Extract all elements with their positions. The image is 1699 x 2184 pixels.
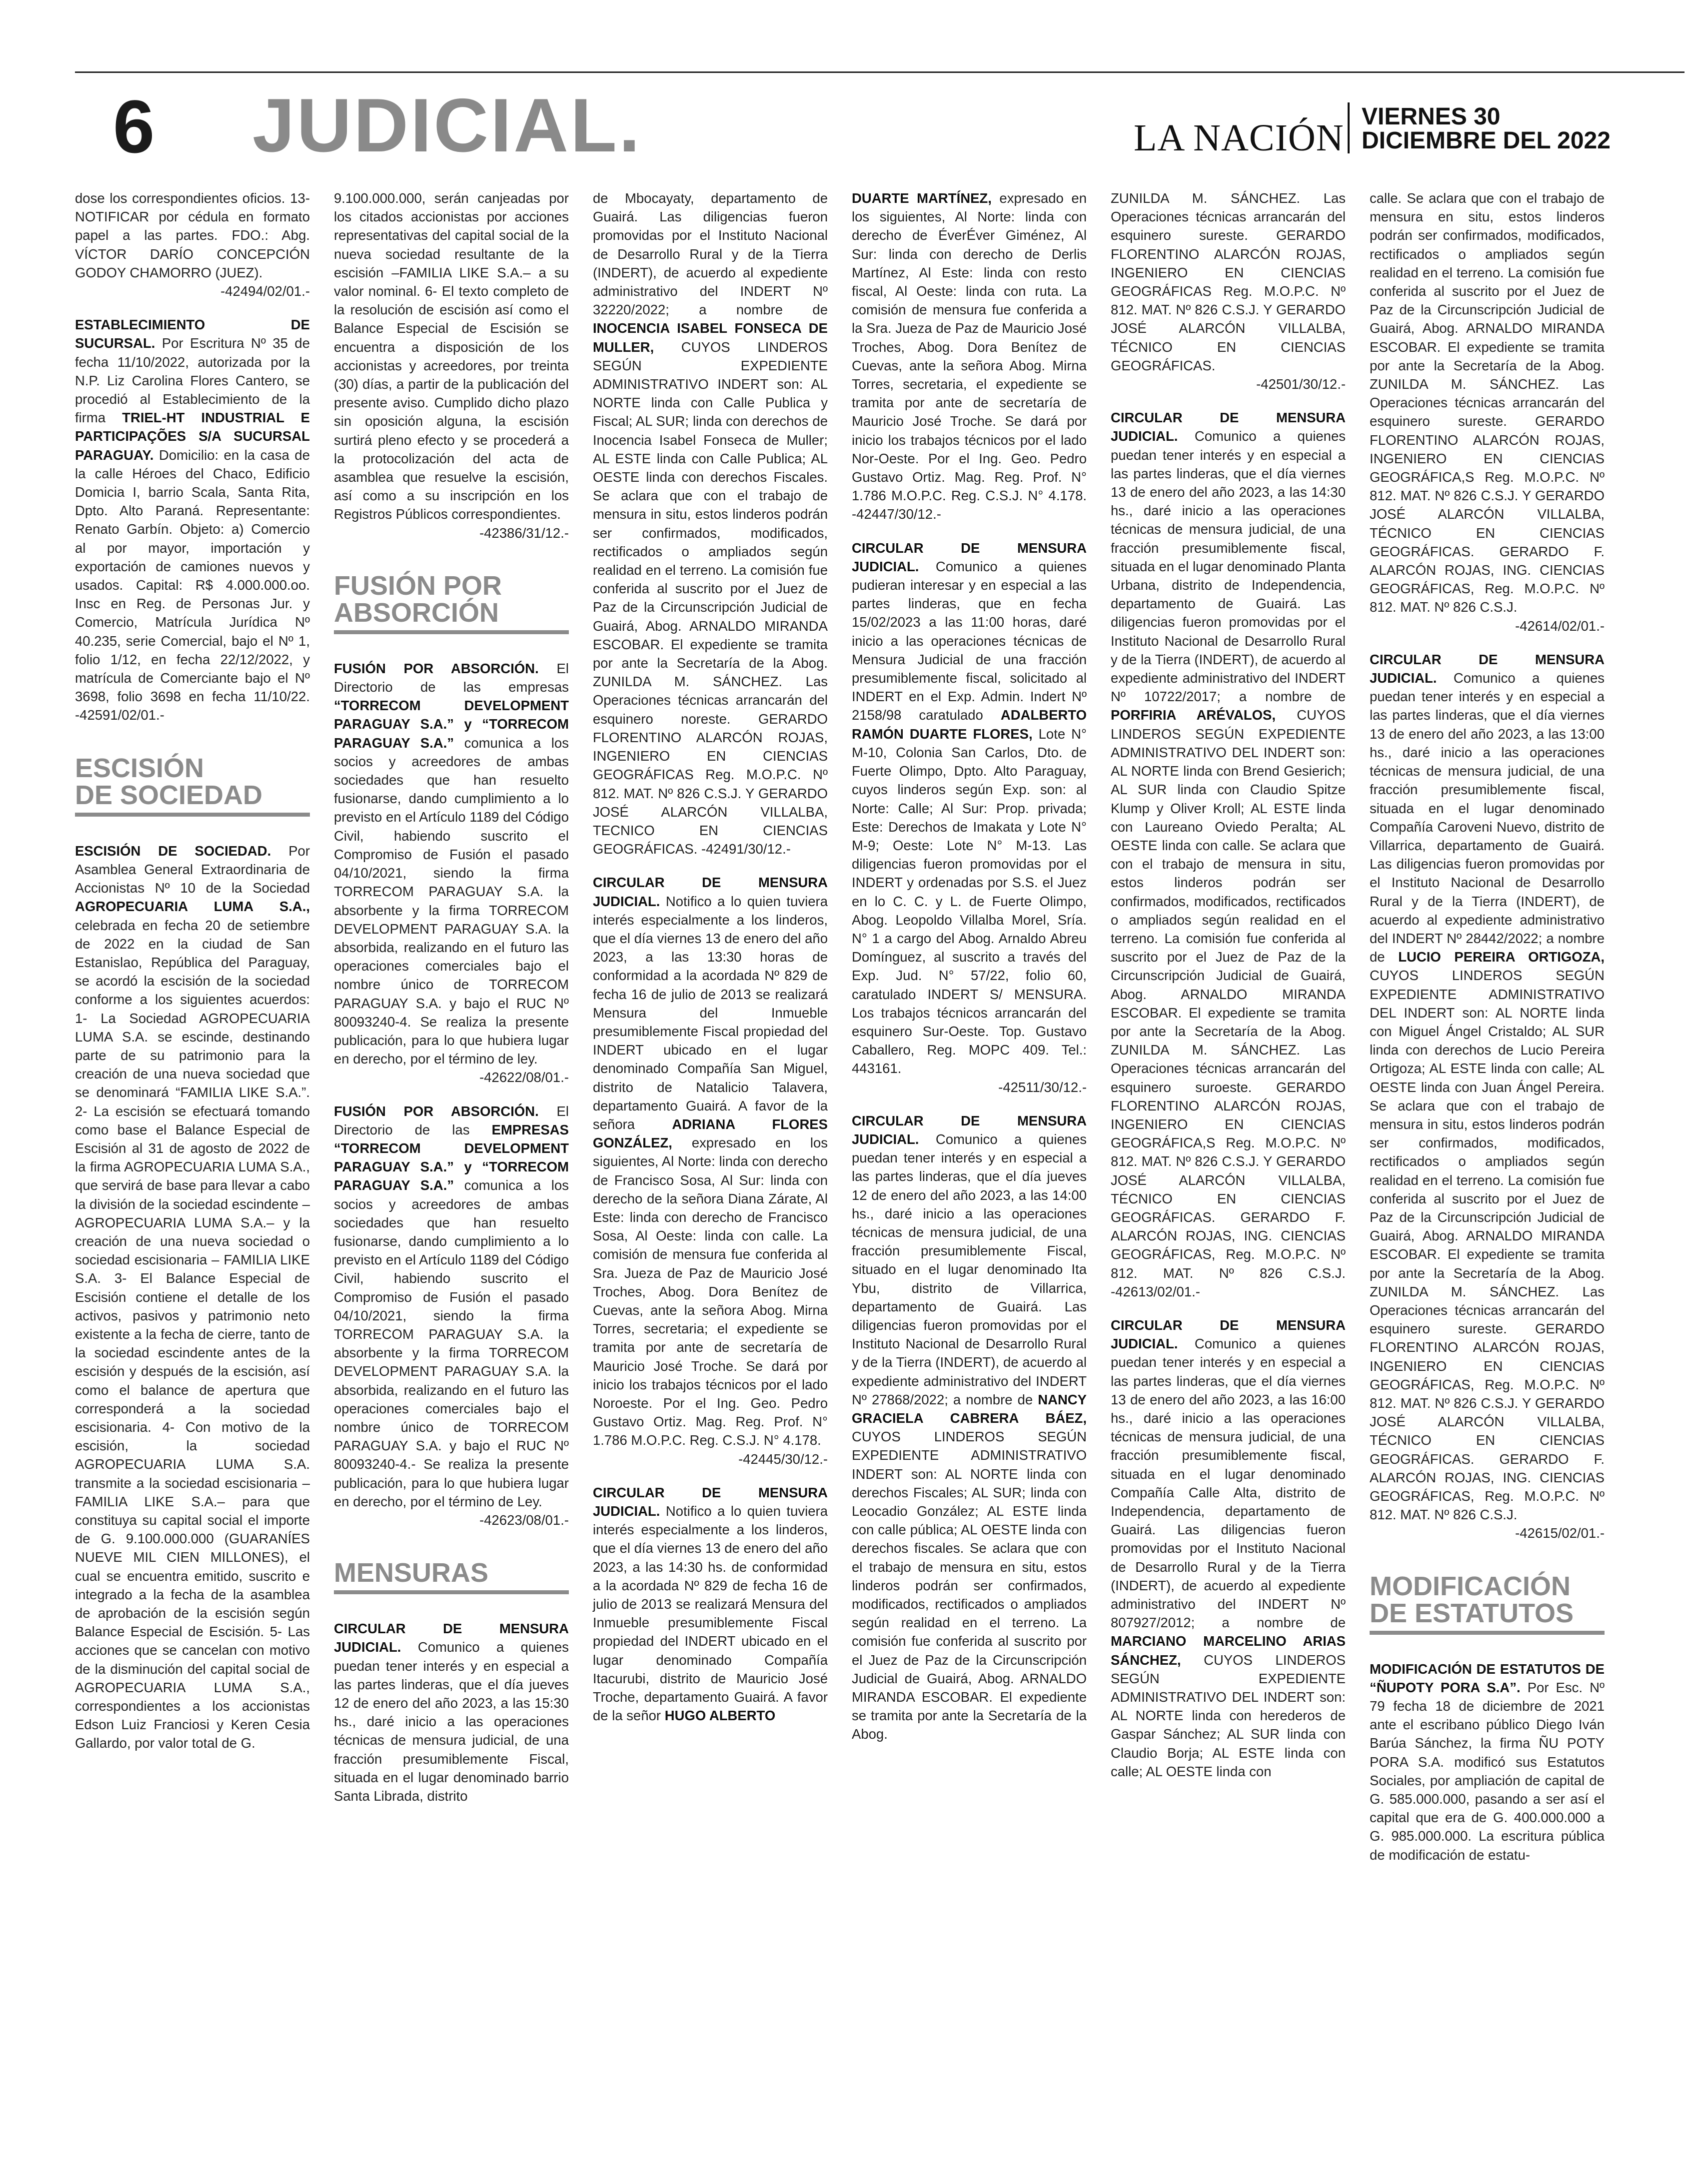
notice-body: Lote N° M-10, Colonia San Carlos, Dto. de Fuerte Olimpo, Dpto. Alto Paraguay, cuyos linderos según Exp. son: al Norte: Calle; Al Sur: Prop. privada; Este: Derechos de Imakata y Lote N° M-9; Oeste: Lote N° M-13. Las diligencias fueron promovidas por el INDERT y ordenadas por S.S. el Juez en lo C. C. y L. de Fuerte Olimpo, Abog. Leopoldo Villalba Morel, Sría. N° 1 a cargo del Abog. Arnaldo Abreu Domínguez, al suscrito a través del Exp. Jud. N° 57/22, folio 60, caratulado INDERT S/ MENSURA. Los trabajos técnicos arrancarán del esquinero Sur-Oeste. Top. Gustavo Caballero, Reg. MOPC 409. Tel.: 443161.	[852, 726, 1087, 1077]
notice-body: El Directorio de las	[334, 1103, 569, 1137]
notice-body: comunica a los socios y acreedores de ambas sociedades que han resuelto fusionarse, dando cumplimiento a lo previsto en el Artículo 1189 del Código Civil, habiendo suscrito el Compromiso de Fusión el pasado 04/10/2021, siendo la firma TORRECOM PARAGUAY S.A. la absorbente y la firma TORRECOM DEVELOPMENT PARAGUAY S.A. la absorbida, realizando en el futuro las operaciones comerciales bajo el nombre único de TORRECOM PARAGUAY S.A. y bajo el RUC Nº 80093240-4.- Se realiza la presente publicación, para lo que hubiera lugar en derecho, por el término de Ley.	[334, 1177, 569, 1509]
notice-body: ZUNILDA M. SÁNCHEZ. Las Operaciones técnicas arrancarán del esquinero sureste. GERARDO FLORENTINO ALARCÓN ROJAS, INGENIERO EN CIENCIAS GEOGRÁFICAS Reg. M.O.P.C. Nº 812. MAT. Nº 826 C.S.J. Y GERARDO JOSÉ ALARCÓN VILLALBA, TÉCNICO EN CIENCIAS GEOGRÁFICAS.	[1111, 190, 1346, 373]
notice-fusion	[334, 1102, 569, 1530]
notice-mensura	[852, 1111, 1087, 1744]
heading-line: MENSURAS	[334, 1558, 489, 1588]
notice-title: FUSIÓN POR ABSORCIÓN.	[334, 660, 539, 676]
notice-body: expresado en los siguientes, Al Norte: linda con derecho de Francisco Sosa, Al Sur: linda con derecho de la señora Diana Zárate, Al Este: linda con derecho de Francisco Sosa, Al Oeste: linda con calle. La comisión de mensura fue conferida al Sra. Jueza de Paz de Mauricio José Troches, Abog. Dora Benítez de Cuevas, ante la señora Abog. Mirna Torres, secretaria; el expediente se tramita por ante de secretaría de Mauricio José Troche. Se dará por inicio los trabajos técnicos por el lado Noroeste. Por el Ing. Geo. Pedro Gustavo Ortiz. Mag. Reg. Prof. N° 1.786 M.O.P.C. Reg. C.S.J. N° 4.178.	[593, 1135, 828, 1448]
notice-title: MODIFICACIÓN DE ESTATUTOS DE “ÑUPOTY PORA S.A”.	[1370, 1661, 1605, 1695]
notice-body: Notifico a lo quien tuviera interés especialmente a los linderos, que el día viernes 13 de enero del año 2023, a las 14:30 hs. de conformidad a la acordada Nº 829 de fecha 16 de julio de 2013 se realizará Mensura del Inmueble presumiblemente Fiscal propiedad del INDERT ubicado en el lugar denominado Compañía Itacurubi, distrito de Mauricio José Troche, departamento Guairá. A favor de la señor	[593, 1503, 828, 1724]
header-divider	[1348, 102, 1350, 153]
notice-title: CIRCULAR DE MENSURA JUDICIAL.	[593, 875, 828, 909]
column-1	[75, 189, 310, 1768]
notice-body: El Directorio de las empresas	[334, 660, 569, 695]
notice-title: FUSIÓN POR ABSORCIÓN.	[334, 1103, 539, 1119]
header-rule	[75, 71, 1685, 73]
notice-body: Comunico a quienes puedan tener interés y en especial a las partes linderas, que el día jueves 12 de enero del año 2023, a las 15:30 hs., daré inicio a las operaciones técnicas de mensura judicial, de una fracción presumiblemente Fiscal, situada en el lugar denominado barrio Santa Librada, distrito	[334, 1639, 569, 1804]
section-heading-fusion	[334, 572, 569, 634]
section-title: JUDICIAL.	[252, 83, 642, 168]
heading-line: MODIFICACIÓN	[1370, 1571, 1571, 1601]
notice-body: Comunico a quienes puedan tener interés y en especial a las partes linderas, que el día viernes 13 de enero del año 2023, a las 13:00 hs., daré inicio a las operaciones técnicas de mensura judicial, de una fracción presumiblemente fiscal, situada en el lugar denominado Compañía Caroveni Nuevo, distrito de Villarrica, departamento de Guairá. Las diligencias fueron promovidas por el Instituto Nacional de Desarrollo Rural y de la Tierra (INDERT), de acuerdo al expediente administrativo del INDERT Nº 28442/2022; a nombre de	[1370, 670, 1605, 965]
heading-bar	[1370, 1631, 1605, 1635]
notice-title: CIRCULAR DE MENSURA JUDICIAL.	[852, 540, 1087, 574]
notice-ref: -42614/02/01.-	[1515, 618, 1605, 634]
notice-title: ESCISIÓN DE SOCIEDAD.	[75, 843, 271, 859]
owner-name: LUCIO PEREIRA ORTIGOZA,	[1398, 949, 1605, 965]
date-weekday: VIERNES 30	[1362, 103, 1501, 130]
notice-ref: -42623/08/01.-	[479, 1512, 569, 1528]
heading-line: ESCISIÓN	[75, 753, 204, 783]
owner-name: DUARTE MARTÍNEZ,	[852, 190, 992, 206]
owner-name: ADRIANA FLORES GONZÁLEZ,	[593, 1116, 828, 1151]
notice-ref: -42622/08/01.-	[479, 1070, 569, 1086]
company-name: AGROPECUARIA LUMA S.A.,	[75, 899, 310, 915]
owner-name: MARCIANO MARCELINO ARIAS SÁNCHEZ,	[1111, 1633, 1346, 1668]
owner-name: ADALBERTO RAMÓN DUARTE FLORES,	[852, 707, 1087, 742]
heading-line: FUSIÓN POR	[334, 570, 502, 601]
company-name: “TORRECOM DEVELOPMENT PARAGUAY S.A.” y “TORRECOM PARAGUAY S.A.”	[334, 698, 569, 751]
notice-body: Comunico a quienes pudieran interesar y en especial a las partes linderas, que en fecha 15/02/2023 a las 11:00 horas, daré inicio a las operaciones técnicas de Mensura Judicial de una fracción presumiblemente fiscal, solicitado al INDERT en el Exp. Admin. Indert Nº 2158/98 caratulado	[852, 558, 1087, 723]
notice-ref: -42494/02/01.-	[220, 283, 310, 299]
notice-ref: -42501/30/12.-	[1256, 376, 1346, 392]
owner-name: HUGO ALBERTO	[664, 1708, 776, 1724]
section-heading-mensuras	[334, 1559, 569, 1594]
notice-mensura	[1111, 408, 1346, 1301]
notice-fusion	[334, 659, 569, 1087]
notice-body: Comunico a quienes puedan tener interés y en especial a las partes linderas, que el día viernes 13 de enero del año 2023, a las 14:30 hs., daré inicio a las operaciones técnicas de mensura judicial, de una fracción presumiblemente fiscal, situada en el lugar denominado Planta Urbana, distrito de Independencia, departamento de Guairá. Las diligencias fueron promovidas por el Instituto Nacional de Desarrollo Rural y de la Tierra (INDERT), de acuerdo al expediente administrativo del INDERT Nº 10722/2017; a nombre de	[1111, 428, 1346, 705]
notice-ref: -42511/30/12.-	[998, 1079, 1087, 1095]
notice-body: Comunico a quienes puedan tener interés y en especial a las partes linderas, que el día viernes 13 de enero del año 2023, a las 16:00 hs., daré inicio a las operaciones técnicas de mensura judicial, de una fracción presumiblemente fiscal, situada en el lugar denominado Compañía Calle Alta, distrito de Independencia, departamento de Guairá. Las diligencias fueron promovidas por el Instituto Nacional de Desarrollo Rural y de la Tierra (INDERT), de acuerdo al expediente administrativo del INDERT Nº 807927/2012; a nombre de	[1111, 1336, 1346, 1631]
owner-name: NANCY GRACIELA CABRERA BÁEZ,	[852, 1391, 1087, 1426]
date-month-year: DICIEMBRE DEL 2022	[1362, 127, 1611, 154]
notice-ref: -42445/30/12.-	[738, 1451, 828, 1467]
notice-ref: -42615/02/01.-	[1515, 1525, 1605, 1541]
notice-body: de Mbocayaty, departamento de Guairá. Las diligencias fueron promovidas por el Instituto Nacional de Desarrollo Rural y de la Tierra (INDERT), de acuerdo al expediente administrativo del INDERT Nº 32220/2022; a nombre de	[593, 190, 828, 318]
heading-line: DE SOCIEDAD	[75, 780, 263, 810]
heading-bar	[75, 813, 310, 817]
notice-text	[1370, 189, 1605, 635]
notice-body: comunica a los socios y acreedores de ambas sociedades que han resuelto fusionarse, dando cumplimiento a lo previsto en el Artículo 1189 del Código Civil, habiendo suscrito el Compromiso de Fusión el pasado 04/10/2021, siendo la firma TORRECOM PARAGUAY S.A. la absorbente y la firma TORRECOM DEVELOPMENT PARAGUAY S.A. la absorbida, realizando en el futuro las operaciones comerciales bajo el nombre único de TORRECOM PARAGUAY S.A. y bajo el RUC Nº 80093240-4. Se realiza la presente publicación, para lo que hubiera lugar en derecho, por el término de ley.	[334, 735, 569, 1067]
notice-body: CUYOS LINDEROS SEGÚN EXPEDIENTE ADMINISTRATIVO DEL INDERT son: AL NORTE linda con Miguel Ángel Cristaldo; AL SUR linda con derechos de Lucio Pereira Ortigoza; AL ESTE linda con calle; AL OESTE linda con Juan Ángel Pereira. Se aclara que con el trabajo de mensura in situ, estos linderos podrán ser confirmados, modificados, rectificados o ampliados según realidad en el terreno. La comisión fue conferida al suscrito por el Juez de Paz de la Circunscripción Judicial de Guairá, Abog. ARNALDO MIRANDA ESCOBAR. El expediente se tramita por ante la Secretaría de la Abog. ZUNILDA M. SÁNCHEZ. Las Operaciones técnicas arrancarán del esquinero sureste. GERARDO FLORENTINO ALARCÓN ROJAS, INGENIERO EN CIENCIAS GEOGRÁFICAS, Reg. M.O.P.C. Nº 812. MAT. Nº 826 C.S.J. Y GERARDO JOSÉ ALARCÓN VILLALBA, TÉCNICO EN CIENCIAS GEOGRÁFICAS. GERARDO F. ALARCÓN ROJAS, ING. CIENCIAS GEOGRÁFICAS, Reg. M.O.P.C. Nº 812. MAT. Nº 826 C.S.J.	[1370, 968, 1605, 1523]
heading-line: ABSORCIÓN	[334, 597, 499, 628]
notice-sucursal	[75, 315, 310, 724]
notice-body: CUYOS LINDEROS SEGÚN EXPEDIENTE ADMINISTRATIVO INDERT son: AL NORTE linda con derechos Fiscales; AL SUR; linda con Leocadio González; AL ESTE linda con calle pública; AL OESTE linda con derechos fiscales. Se aclara que con el trabajo de mensura en situ, estos linderos podrán ser confirmados, modificados, rectificados o ampliados según realidad en el terreno. La comisión fue conferida al suscrito por el Juez de Paz de la Circunscripción Judicial de Guairá, Abog. ARNALDO MIRANDA ESCOBAR. El expediente se tramita por ante la Secretaría de la Abog.	[852, 1429, 1087, 1742]
notice-title: CIRCULAR DE MENSURA JUDICIAL.	[593, 1484, 828, 1519]
notice-ref: -42386/31/12.-	[479, 525, 569, 541]
column-3	[593, 189, 828, 1740]
notice-mensura	[334, 1619, 569, 1805]
notice-text	[75, 189, 310, 300]
notice-mensura	[593, 189, 828, 858]
notice-text	[1111, 189, 1346, 393]
notice-title: CIRCULAR DE MENSURA JUDICIAL.	[1111, 1317, 1346, 1352]
notice-body: expresado en los siguientes, Al Norte: linda con derecho de ÉverÉver Giménez, Al Sur: linda con derecho de Derlis Martínez, Al Este: linda con resto fiscal, Al Oeste: linda con ruta. La comisión de mensura fue conferida a la Sra. Jueza de Paz de Mauricio José Troches, Abog. Dora Benítez de Cuevas, ante la señora Abog. Mirna Torres, secretaria, el expediente se tramita por ante de secretaría de Mauricio José Troche. Se dará por inicio los trabajos técnicos por el lado Nor-Oeste. Por el Ing. Geo. Pedro Gustavo Ortiz. Mag. Reg. Prof. N° 1.786 M.O.P.C. Reg. C.S.J. N° 4.178. -42447/30/12.-	[852, 190, 1087, 522]
notice-text	[334, 189, 569, 542]
notice-body: Domicilio: en la casa de la calle Héroes del Chaco, Edificio Domicia I, barrio Scala, Santa Rita, Dpto. Alto Paraná. Representante: Renato Garbín. Objeto: a) Comercio al por mayor, importación y exportación de camiones nuevos y usados. Capital: R$ 4.000.000.oo. Insc en Reg. de Personas Jur. y Comercio, Matrícula Jurídica Nº 40.235, serie Comercial, bajo el Nº 1, folio 1/12, en fecha 22/12/2022, y matrícula de Comerciante bajo el Nº 3698, folio 3698 en fecha 11/10/22. -42591/02/01.-	[75, 447, 310, 723]
notice-body: Por Esc. Nº 79 fecha 18 de diciembre de 2021 ante el escribano público Diego Iván Barúa Sánchez, la firma ÑU POTY PORA S.A. modificó sus Estatutos Sociales, por ampliación de capital de G. 585.000.000, pasando a ser así el capital que era de G. 400.000.000 a G. 985.000.000. La escritura pública de modificación de estatu-	[1370, 1679, 1605, 1863]
notice-mensura	[852, 189, 1087, 524]
issue-date	[1362, 105, 1611, 153]
company-name: EMPRESAS “TORRECOM DEVELOPMENT PARAGUAY S.A.” y “TORRECOM PARAGUAY S.A.”	[334, 1121, 569, 1193]
notice-mensura	[1111, 1316, 1346, 1781]
notice-body: 9.100.000.000, serán canjeadas por los citados accionistas por acciones representativas del capital social de la nueva sociedad resultante de la escisión –FAMILIA LIKE S.A.– a su valor nominal. 6- El texto completo de la resolución de escisión así como el Balance Especial de Escisión se encuentra a disposición de los accionistas y acreedores, por treinta (30) días, a partir de la publicación del presente aviso. Cumplido dicho plazo sin oposición alguna, la escisión surtirá pleno efecto y se procederá a la protocolización del acta de asamblea que resuelve la escisión, así como a su inscripción en los Registros Públicos correspondientes.	[334, 190, 569, 522]
notice-estatutos	[1370, 1660, 1605, 1864]
notice-body: Por Asamblea General Extraordinaria de Accionistas Nº 10 de la Sociedad	[75, 843, 310, 896]
notice-title: CIRCULAR DE MENSURA JUDICIAL.	[334, 1621, 569, 1655]
company-name: TRIEL-HT INDUSTRIAL E PARTICIPAÇÕES S/A SUCURSAL PARAGUAY.	[75, 410, 310, 463]
notice-title: ESTABLECIMIENTO DE SUCURSAL.	[75, 317, 310, 351]
column-5	[1111, 189, 1346, 1796]
notice-mensura	[852, 539, 1087, 1096]
heading-bar	[334, 630, 569, 634]
notice-body: CUYOS LINDEROS SEGÚN EXPEDIENTE ADMINISTRATIVO DEL INDERT son: AL NORTE linda con Brend Gesierich; AL SUR linda con Claudio Spitze Klump y Oliver Kroll; AL ESTE linda con Laureano Oviedo Peralta; AL OESTE linda con calle. Se aclara que con el trabajo de mensura in situ, estos linderos podrán ser confirmados, modificados, rectificados o ampliados según realidad en el terreno. La comisión fue conferida al suscrito por el Juez de Paz de la Circunscripción Judicial de Guairá, Abog. ARNALDO MIRANDA ESCOBAR. El expediente se tramita por ante la Secretaría de la Abog. ZUNILDA M. SÁNCHEZ. Las Operaciones técnicas arrancarán del esquinero suroeste. GERARDO FLORENTINO ALARCÓN ROJAS, INGENIERO EN CIENCIAS GEOGRÁFICA,S Reg. M.O.P.C. Nº 812. MAT. Nº 826 C.S.J. Y GERARDO JOSÉ ALARCÓN VILLALBA, TÉCNICO EN CIENCIAS GEOGRÁFICAS. GERARDO F. ALARCÓN ROJAS, ING. CIENCIAS GEOGRÁFICAS, Reg. M.O.P.C. Nº 812. MAT. Nº 826 C.S.J. -42613/02/01.-	[1111, 707, 1346, 1299]
heading-line: DE ESTATUTOS	[1370, 1598, 1574, 1628]
owner-name: INOCENCIA ISABEL FONSECA DE MULLER,	[593, 320, 828, 355]
owner-name: PORFIRIA ARÉVALOS,	[1111, 707, 1276, 723]
notice-body: CUYOS LINDEROS SEGÚN EXPEDIENTE ADMINISTRATIVO INDERT son: AL NORTE linda con Calle Publica y Fiscal; AL SUR; linda con derechos de Inocencia Isabel Fonseca de Muller; AL ESTE linda con Calle Publica; AL OESTE linda con derechos Fiscales. Se aclara que con el trabajo de mensura in situ, estos linderos podrán ser confirmados, modificados, rectificados o ampliados según realidad en el terreno. La comisión fue conferida al suscrito por el Juez de Paz de la Circunscripción Judicial de Guairá, Abog. ARNALDO MIRANDA ESCOBAR. El expediente se tramita por ante la Secretaría de la Abog. ZUNILDA M. SÁNCHEZ. Las Operaciones técnicas arrancarán del esquinero noreste. GERARDO FLORENTINO ALARCÓN ROJAS, INGENIERO EN CIENCIAS GEOGRÁFICAS Reg. M.O.P.C. Nº 812. MAT. Nº 826 C.S.J. Y GERARDO JOSÉ ALARCÓN VILLALBA, TECNICO EN CIENCIAS GEOGRÁFICAS. -42491/30/12.-	[593, 339, 828, 857]
notice-mensura	[593, 1483, 828, 1725]
notice-title: CIRCULAR DE MENSURA JUDICIAL.	[852, 1112, 1087, 1147]
heading-bar	[334, 1590, 569, 1594]
notice-title: CIRCULAR DE MENSURA JUDICIAL.	[1111, 410, 1346, 444]
column-6	[1370, 189, 1605, 1879]
notice-mensura	[593, 873, 828, 1468]
section-heading-modificacion	[1370, 1573, 1605, 1635]
notice-body: Notifico a lo quien tuviera interés especialmente a los linderos, que el día viernes 13 de enero del año 2023, a las 13:30 horas de conformidad a la acordada Nº 829 de fecha 16 de julio de 2013 se realizará Mensura del Inmueble presumiblemente Fiscal propiedad del INDERT ubicado en el lugar denominado Compañía San Miguel, distrito de Natalicio Talavera, departamento Guairá. A favor de la señora	[593, 893, 828, 1132]
column-2	[334, 189, 569, 1820]
notice-body: Comunico a quienes puedan tener interés y en especial a las partes linderas, que el día jueves 12 de enero del año 2023, a las 14:00 hs., daré inicio a las operaciones técnicas de mensura judicial, de una fracción presumiblemente Fiscal, situado en el lugar denominado Ita Ybu, distrito de Villarrica, departamento de Guairá. Las diligencias fueron promovidas por el Instituto Nacional de Desarrollo Rural y de la Tierra (INDERT), de acuerdo al expediente administrativo del INDERT Nº 27868/2022; a nombre de	[852, 1131, 1087, 1407]
notice-title: CIRCULAR DE MENSURA JUDICIAL.	[1370, 651, 1605, 686]
notice-body: celebrada en fecha 20 de setiembre de 2022 en la ciudad de San Estanislao, República del Paraguay, se acordó la escisión de la sociedad conforme a los siguientes acuerdos: 1- La Sociedad AGROPECUARIA LUMA S.A. se escinde, destinando parte de su patrimonio para la creación de una nueva sociedad que se denominará “FAMILIA LIKE S.A.”. 2- La escisión se efectuará tomando como base el Balance Especial de Escisión al 31 de agosto de 2022 de la firma AGROPECUARIA LUMA S.A., que servirá de base para llevar a cabo la división de la sociedad escindente – AGROPECUARIA LUMA S.A.– y la creación de una nueva sociedad o sociedad escisionaria – FAMILIA LIKE S.A. 3- El Balance Especial de Escisión contiene el detalle de los activos, pasivos y patrimonio neto existente a la fecha de cierre, tanto de la sociedad escindente antes de la escisión y después de la escisión, así como el balance de apertura que corresponderá a la sociedad escisionaria. 4- Con motivo de la escisión, la sociedad AGROPECUARIA LUMA S.A. transmite a la sociedad escisionaria –FAMILIA LIKE S.A.– para que constituya su capital social el importe de G. 9.100.000.000 (GUARANÍES NUEVE MIL CIEN MILLONES), el cual se encuentra emitido, suscrito e integrado a la fecha de la asamblea de aprobación de la escisión según Balance Especial de Escisión. 5- Las acciones que se cancelan con motivo de la disminución del capital social de AGROPECUARIA LUMA S.A., correspondientes a los accionistas Edson Luiz Franciosi y Keren Cesia Gallardo, por valor total de G.	[75, 917, 310, 1751]
notice-body: calle. Se aclara que con el trabajo de mensura en situ, estos linderos podrán ser confirmados, modificados, rectificados o ampliados según realidad en el terreno. La comisión fue conferida al suscrito por el Juez de Paz de la Circunscripción Judicial de Guairá, Abog. ARNALDO MIRANDA ESCOBAR. El expediente se tramita por ante la Secretaría de la Abog. ZUNILDA M. SÁNCHEZ. Las Operaciones técnicas arrancarán del esquinero sureste. GERARDO FLORENTINO ALARCÓN ROJAS, INGENIERO EN CIENCIAS GEOGRÁFICA,S Reg. M.O.P.C. Nº 812. MAT. Nº 826 C.S.J. Y GERARDO JOSÉ ALARCÓN VILLALBA, TÉCNICO EN CIENCIAS GEOGRÁFICAS. GERARDO F. ALARCÓN ROJAS, ING. CIENCIAS GEOGRÁFICAS, Reg. M.O.P.C. Nº 812. MAT. Nº 826 C.S.J.	[1370, 190, 1605, 615]
notice-body: dose los correspondientes oficios. 13- NOTIFICAR por cédula en formato papel a las partes. FDO.: Abg. VÍCTOR DARÍO CONCEPCIÓN GODOY CHAMORRO (JUEZ).	[75, 190, 310, 280]
notice-escision	[75, 842, 310, 1753]
newspaper-logo: LA NACIÓN	[1134, 117, 1344, 159]
column-4	[852, 189, 1087, 1759]
page-number: 6	[113, 84, 155, 168]
notice-body: Por Escritura Nº 35 de fecha 11/10/2022, autorizada por la N.P. Liz Carolina Flores Cantero, se procedió al Establecimiento de la firma	[75, 335, 310, 426]
notice-mensura	[1370, 650, 1605, 1543]
section-heading-escision	[75, 755, 310, 817]
notice-body: CUYOS LINDEROS SEGÚN EXPEDIENTE ADMINISTRATIVO DEL INDERT son: AL NORTE linda con herederos de Gaspar Sánchez; AL SUR linda con Claudio Borja; AL ESTE linda con calle; AL OESTE linda con	[1111, 1652, 1346, 1779]
